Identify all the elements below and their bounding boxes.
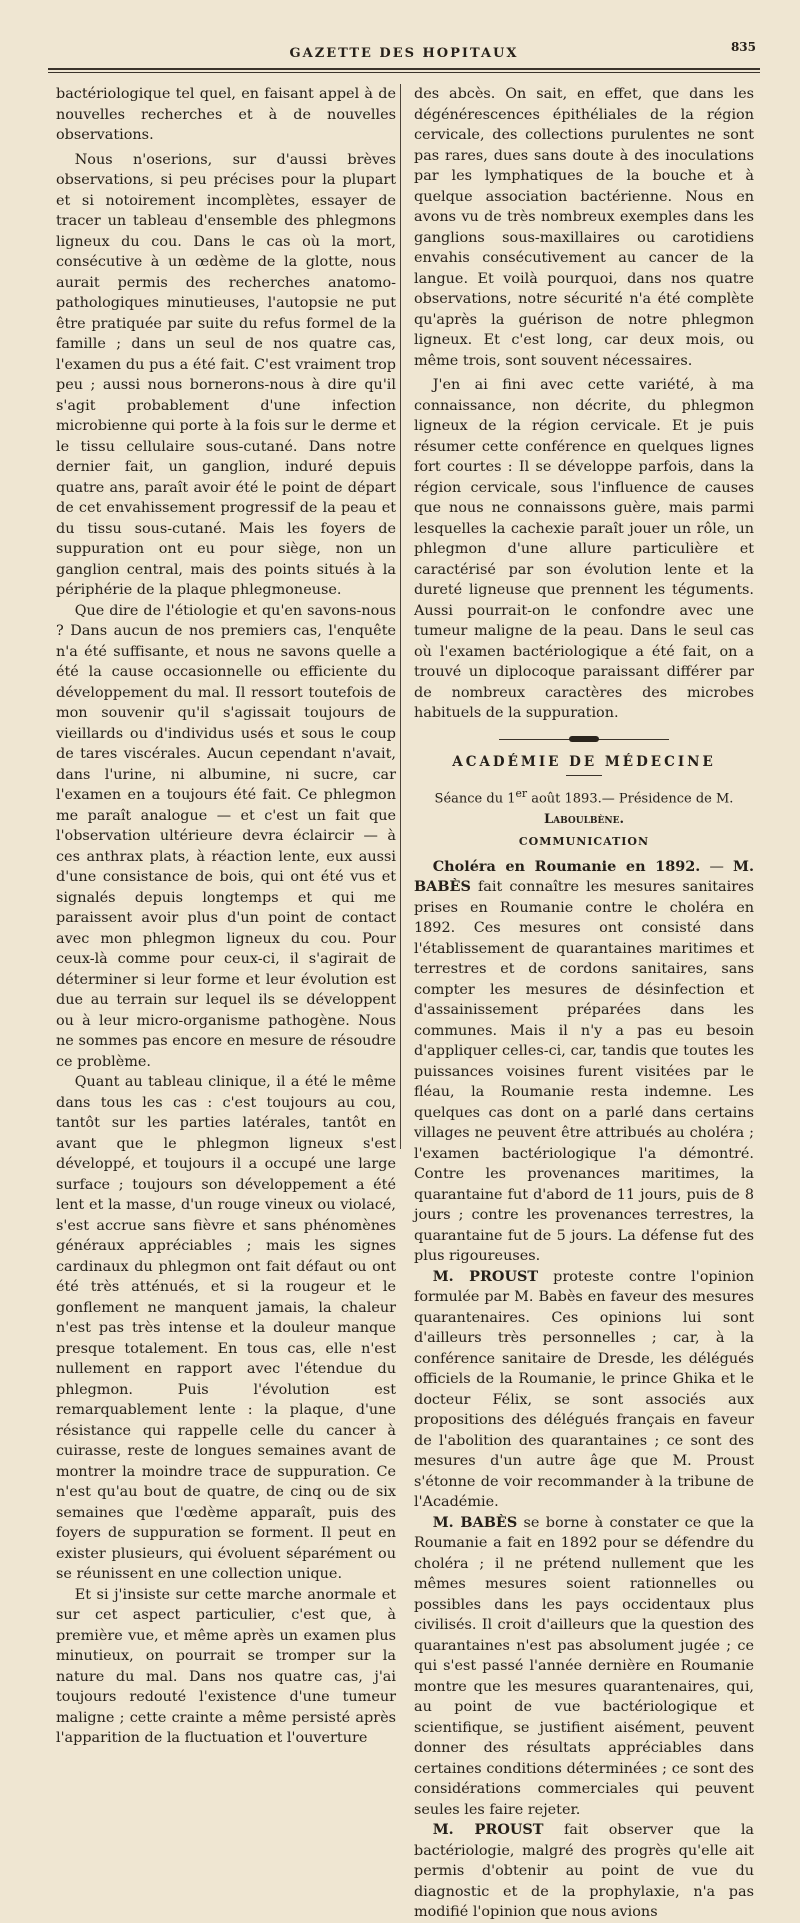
paragraph: Choléra en Roumanie en 1892. — M. BABÈS fait connaître les mesures sanitaires prises en Roumanie contre le choléra en 1892. Ces mesures ont consisté dans l'établissement de quarantaines maritimes et terrestres et de cordons sanitaires, sans compter les mesures de désinfection et d'assainissement préparées dans les communes. Mais il n'y a pas eu besoin d'appliquer celles-ci, car, tandis que toutes les puissances voisines furent visitées par le fléau, la Roumanie resta indemne. Les quelques cas dont on a parlé dans certains villages ne peuvent être attribués au choléra ; l'examen bactériologique l'a démontré. Contre les provenances maritimes, la quarantaine fut d'abord de 11 jours, puis de 8 jours ; contre les provenances terrestres, la quarantaine fut de 5 jours. La défense fut des plus rigoureuses. bbox=[414, 857, 754, 1265]
section-separator bbox=[499, 734, 669, 744]
right-column bbox=[414, 84, 754, 1923]
communication-heading: COMMUNICATION bbox=[518, 835, 650, 849]
section-title: ACADÉMIE DE MÉDECINE bbox=[452, 753, 716, 770]
speaker-name: M. BABÈS bbox=[432, 1513, 518, 1531]
paragraph: M. BABÈS se borne à constater ce que la Roumanie a fait en 1892 pour se défendre du choléra ; il ne prétend nullement que les mêmes mesures soient rationnelles ou possibles dans les pays occidentaux plus civilisés. Il croit d'ailleurs que la question des quarantaines n'est pas absolument jugée ; ce qui s'est passé l'année dernière en Roumanie montre que les mesures quarantenaires, qui, au point de vue bactériologique et scientifique, se justifient aisément, peuvent donner des résultats appréciables dans certaines conditions déterminées ; ce sont des considérations commerciales qui peuvent seules les faire rejeter. bbox=[414, 1513, 754, 1818]
paragraph: J'en ai fini avec cette variété, à ma connaissance, non décrite, du phlegmon ligneux de la région cervicale. Et je puis résumer cette conférence en quelques lignes fort courtes : Il se développe parfois, dans la région cervicale, sous l'influence de causes que nous ne connaissons guère, mais parmi lesquelles la cachexie paraît jouer un rôle, un phlegmon d'une allure particulière et caractérisé par son évolution lente et la dureté ligneuse que prennent les téguments. Aussi pourrait-on le confondre avec une tumeur maligne de la peau. Dans le seul cas où l'examen bactériologique a été fait, on a trouvé un diplocoque paraissant différer par de nombreux caractères des microbes habituels de la suppuration. bbox=[414, 377, 754, 721]
column-divider bbox=[400, 84, 401, 1149]
president-name: Laboulbène. bbox=[544, 811, 624, 827]
article-title: Choléra en Roumanie en 1892. bbox=[432, 857, 701, 875]
paragraph: Que dire de l'étiologie et qu'en savons-nous ? Dans aucun de nos premiers cas, l'enquête n'a été suffisante, et nous ne savons quelle a été la cause occasionnelle ou efficiente du développement du mal. Il ressort toutefois de mon souvenir qu'il s'agissait toujours de vieillards ou d'individus usés et sous le coup de tares viscérales. Aucun cependant n'avait, dans l'urine, ni albumine, ni sucre, car l'examen en a toujours été fait. Ce phlegmon me paraît analogue — et c'est un fait que l'observation ultérieure devra éclaircir — à ces anthrax plats, à réaction lente, eux aussi d'une consistance de bois, qui ont été vus et signalés depuis longtemps et qui me paraissent avoir plus d'un point de contact avec mon phlegmon ligneux du cou. Pour ceux-là comme pour ceux-ci, il s'agirait de déterminer si leur forme et leur évolution est due au terrain sur lequel ils se développent ou à leur micro-organisme pathogène. Nous ne sommes pas encore en mesure de résoudre ce problème. bbox=[56, 602, 396, 1070]
speaker-name: M. PROUST bbox=[432, 1821, 544, 1839]
paragraph: M. PROUST proteste contre l'opinion formulée par M. Babès en faveur des mesures quarantenaires. Ces opinions lui sont d'ailleurs très personnelles ; car, à la conférence sanitaire de Dresde, les délégués officiels de la Roumanie, le prince Ghika et le docteur Félix, se sont associés aux propositions des délégués français en faveur de l'abolition des quarantaines ; ce sont des mesures d'un autre âge que M. Proust s'étonne de voir recommander à la tribune de l'Académie. bbox=[414, 1267, 754, 1511]
speaker-name: M. BABÈS bbox=[414, 857, 754, 896]
page-header bbox=[48, 40, 760, 68]
speaker-name: M. PROUST bbox=[432, 1267, 539, 1285]
journal-title: GAZETTE DES HOPITAUX bbox=[289, 46, 519, 61]
paragraph: bactériologique tel quel, en faisant appel à de nouvelles recherches et à de nouvelles observations. bbox=[56, 86, 396, 143]
paragraph: Et si j'insiste sur cette marche anormale et sur cet aspect particulier, c'est que, à première vue, et même après un examen plus minutieux, on pourrait se tromper sur la nature du mal. Dans nos quatre cas, j'ai toujours redouté l'existence d'une tumeur maligne ; cette crainte a même persisté après l'apparition de la fluctuation et l'ouverture bbox=[56, 1586, 396, 1746]
left-column bbox=[56, 84, 396, 1749]
header-rule-thin bbox=[48, 72, 760, 73]
paragraph: des abcès. On sait, en effet, que dans les dégénérescences épithéliales de la région cervicale, des collections purulentes ne sont pas rares, dues sans doute à des inoculations par les lymphatiques de la bouche et à quelque association bactérienne. Nous en avons vu de très nombreux exemples dans les ganglions sous-maxillaires ou carotidiens envahis consécutivement au cancer de la langue. Et voilà pourquoi, dans nos quatre observations, notre sécurité n'a été complète qu'après la guérison de notre phlegmon ligneux. Et c'est long, car deux mois, ou même trois, sont souvent nécessaires. bbox=[414, 86, 754, 369]
seance-line: Séance du 1er août 1893.— Présidence de M. Laboulbène. bbox=[434, 787, 734, 827]
paragraph: Quant au tableau clinique, il a été le même dans tous les cas : c'est toujours au cou, tantôt sur les parties latérales, tantôt en avant que le phlegmon ligneux s'est développé, et toujours il a occupé une large surface ; toujours son développement a été lent et la masse, d'un rouge vineux ou violacé, s'est accrue sans fièvre et sans phénomènes généraux appréciables ; mais les signes cardinaux du phlegmon ont fait défaut ou ont été très atténués, et si la rougeur et le gonflement ne manquent jamais, la chaleur n'est pas très intense et la douleur manque presque totalement. En tous cas, elle n'est nullement en rapport avec l'étendue du phlegmon. Puis l'évolution est remarquablement lente : la plaque, d'une résistance qui rappelle celle du cancer à cuirasse, reste de longues semaines avant de montrer la moindre trace de suppuration. Ce n'est qu'au bout de quatre, de cinq ou de six semaines que l'œdème apparaît, puis des foyers de suppuration se forment. Il peut en exister plusieurs, qui évoluent séparément ou se réunissent en une collection unique. bbox=[56, 1074, 396, 1582]
page-number: 835 bbox=[730, 40, 756, 54]
title-rule bbox=[566, 775, 602, 776]
paragraph: Nous n'oserions, sur d'aussi brèves observations, si peu précises pour la plupart et si notoirement incomplètes, essayer de tracer un tableau d'ensemble des phlegmons ligneux du cou. Dans le cas où la mort, consécutive à un œdème de la glotte, nous aurait permis des recherches anatomo-pathologiques minutieuses, l'autopsie ne put être pratiquée par suite du refus formel de la famille ; dans un seul de nos quatre cas, l'examen du pus a été fait. C'est vraiment trop peu ; aussi nous bornerons-nous à dire qu'il s'agit probablement d'une infection microbienne qui porte à la fois sur le derme et le tissu cellulaire sous-cutané. Dans notre dernier fait, un ganglion, induré depuis quatre ans, paraît avoir été le point de départ de cet envahissement progressif de la peau et du tissu sous-cutané. Mais les foyers de suppuration ont eu pour siège, non un ganglion central, mais des points situés à la périphérie de la plaque phlegmoneuse. bbox=[56, 151, 396, 598]
paragraph: M. PROUST fait observer que la bactériologie, malgré des progrès qu'elle ait permis d'obtenir au point de vue du diagnostic et de la prophylaxie, n'a pas modifié l'opinion que nous avions bbox=[414, 1821, 755, 1921]
header-rule-thick bbox=[48, 68, 760, 70]
